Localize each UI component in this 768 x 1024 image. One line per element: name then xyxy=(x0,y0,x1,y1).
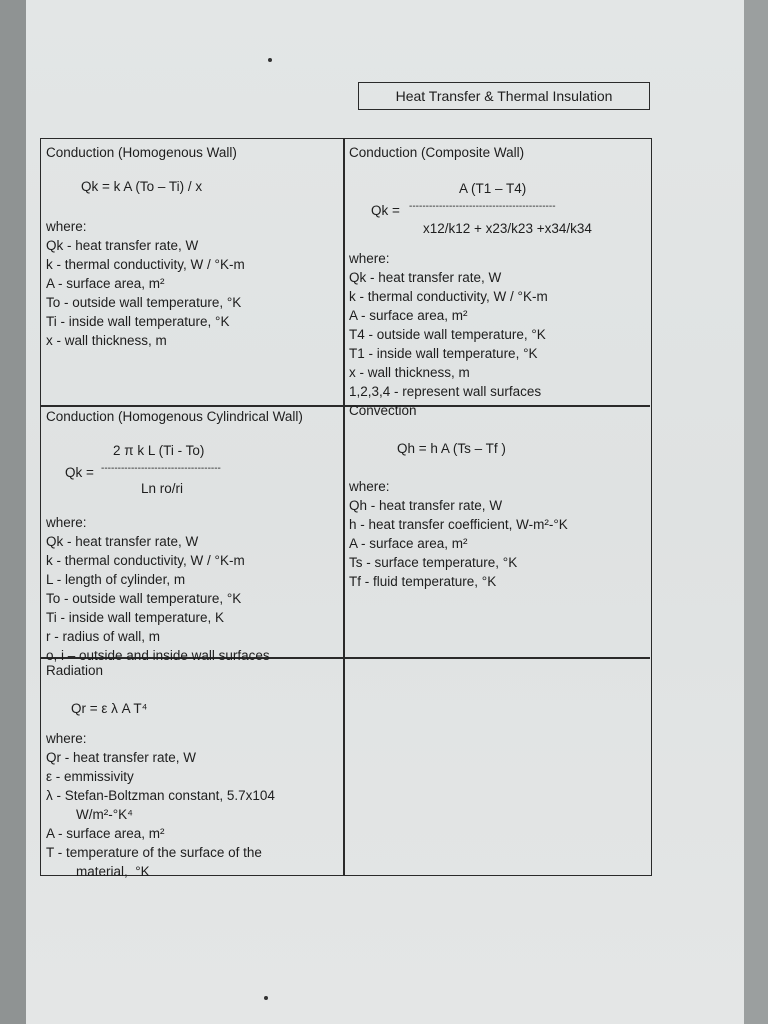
definitions-conduction xyxy=(46,217,338,350)
definition-row: T4 - outside wall temperature, °K xyxy=(349,327,546,342)
cell-conduction-homogenous-wall xyxy=(46,143,338,162)
definition-row: Qk - heat transfer rate, W xyxy=(46,534,199,549)
formula-denominator: Ln ro/ri xyxy=(141,481,184,496)
definition-row: Qk - heat transfer rate, W xyxy=(349,270,502,285)
where-label: where: xyxy=(46,515,87,530)
cell-conduction-composite-wall xyxy=(349,143,645,162)
definition-row: k - thermal conductivity, W / °K-m xyxy=(349,289,548,304)
definition-row: o, i – outside and inside wall surfaces xyxy=(46,648,270,663)
definitions-cylindrical xyxy=(46,513,338,665)
page-speck xyxy=(268,58,272,62)
cell-heading: Conduction (Composite Wall) xyxy=(349,145,525,160)
definition-row: r - radius of wall, m xyxy=(46,629,161,644)
formula-table xyxy=(40,138,652,879)
definition-row: Ti - inside wall temperature, K xyxy=(46,610,225,625)
definition-row: A - surface area, m² xyxy=(46,826,165,841)
definitions-convection xyxy=(349,477,645,591)
definition-row: λ - Stefan-Boltzman constant, 5.7x104 xyxy=(46,788,275,803)
formula-numerator: 2 π k L (Ti - To) xyxy=(113,443,205,458)
definition-row: k - thermal conductivity, W / °K-m xyxy=(46,257,245,272)
definition-row: h - heat transfer coefficient, W-m²-°K xyxy=(349,517,568,532)
where-label: where: xyxy=(349,479,390,494)
formula-radiation: Qr = ε λ A T⁴ xyxy=(71,701,148,716)
cell-radiation xyxy=(46,661,338,680)
definition-row: k - thermal conductivity, W / °K-m xyxy=(46,553,245,568)
formula-denominator: x12/k12 + x23/k23 +x34/k34 xyxy=(423,221,592,236)
definition-row: x - wall thickness, m xyxy=(46,333,167,348)
formula-convection: Qh = h A (Ts – Tf ) xyxy=(397,441,506,456)
definition-row: Qr - heat transfer rate, W xyxy=(46,750,197,765)
formula-conduction: Qk = k A (To – Ti) / x xyxy=(81,179,203,194)
definitions-composite xyxy=(349,249,645,401)
formula-lhs: Qk = xyxy=(65,465,94,480)
cell-convection xyxy=(349,401,645,420)
definition-row: Qh - heat transfer rate, W xyxy=(349,498,503,513)
definition-row: 1,2,3,4 - represent wall surfaces xyxy=(349,384,542,399)
photo-background-right xyxy=(744,0,768,1024)
definition-row: A - surface area, m² xyxy=(349,536,468,551)
definition-row: Ts - surface temperature, °K xyxy=(349,555,518,570)
definition-row: A - surface area, m² xyxy=(349,308,468,323)
formula-lhs: Qk = xyxy=(371,203,400,218)
definition-row: Qk - heat transfer rate, W xyxy=(46,238,199,253)
definitions-radiation xyxy=(46,729,338,881)
page-speck xyxy=(264,996,268,1000)
definition-row: To - outside wall temperature, °K xyxy=(46,591,242,606)
cell-empty xyxy=(349,661,645,871)
definition-row: Tf - fluid temperature, °K xyxy=(349,574,497,589)
definition-row: Ti - inside wall temperature, °K xyxy=(46,314,230,329)
cell-heading: Conduction (Homogenous Wall) xyxy=(46,145,237,160)
fraction-bar: -------------------------------------------- xyxy=(409,201,556,212)
definition-row: To - outside wall temperature, °K xyxy=(46,295,242,310)
definition-row: A - surface area, m² xyxy=(46,276,165,291)
cell-conduction-cylindrical-wall xyxy=(46,407,338,426)
cell-heading: Radiation xyxy=(46,663,104,678)
where-label: where: xyxy=(46,731,87,746)
definition-row: material, °K xyxy=(46,864,150,879)
photo-background-left xyxy=(0,0,26,1024)
document-title: Heat Transfer & Thermal Insulation xyxy=(358,82,650,110)
definition-row: T1 - inside wall temperature, °K xyxy=(349,346,538,361)
definition-row: ε - emmissivity xyxy=(46,769,134,784)
definition-row: L - length of cylinder, m xyxy=(46,572,186,587)
column-divider xyxy=(343,139,345,875)
definition-row: T - temperature of the surface of the xyxy=(46,845,262,860)
cell-heading: Conduction (Homogenous Cylindrical Wall) xyxy=(46,409,303,424)
cell-heading: Convection xyxy=(349,403,417,418)
definition-row: x - wall thickness, m xyxy=(349,365,470,380)
where-label: where: xyxy=(46,219,87,234)
formula-numerator: A (T1 – T4) xyxy=(459,181,527,196)
where-label: where: xyxy=(349,251,390,266)
fraction-bar: ------------------------------------ xyxy=(101,463,221,474)
definition-row: W/m²-°K⁴ xyxy=(46,807,133,822)
